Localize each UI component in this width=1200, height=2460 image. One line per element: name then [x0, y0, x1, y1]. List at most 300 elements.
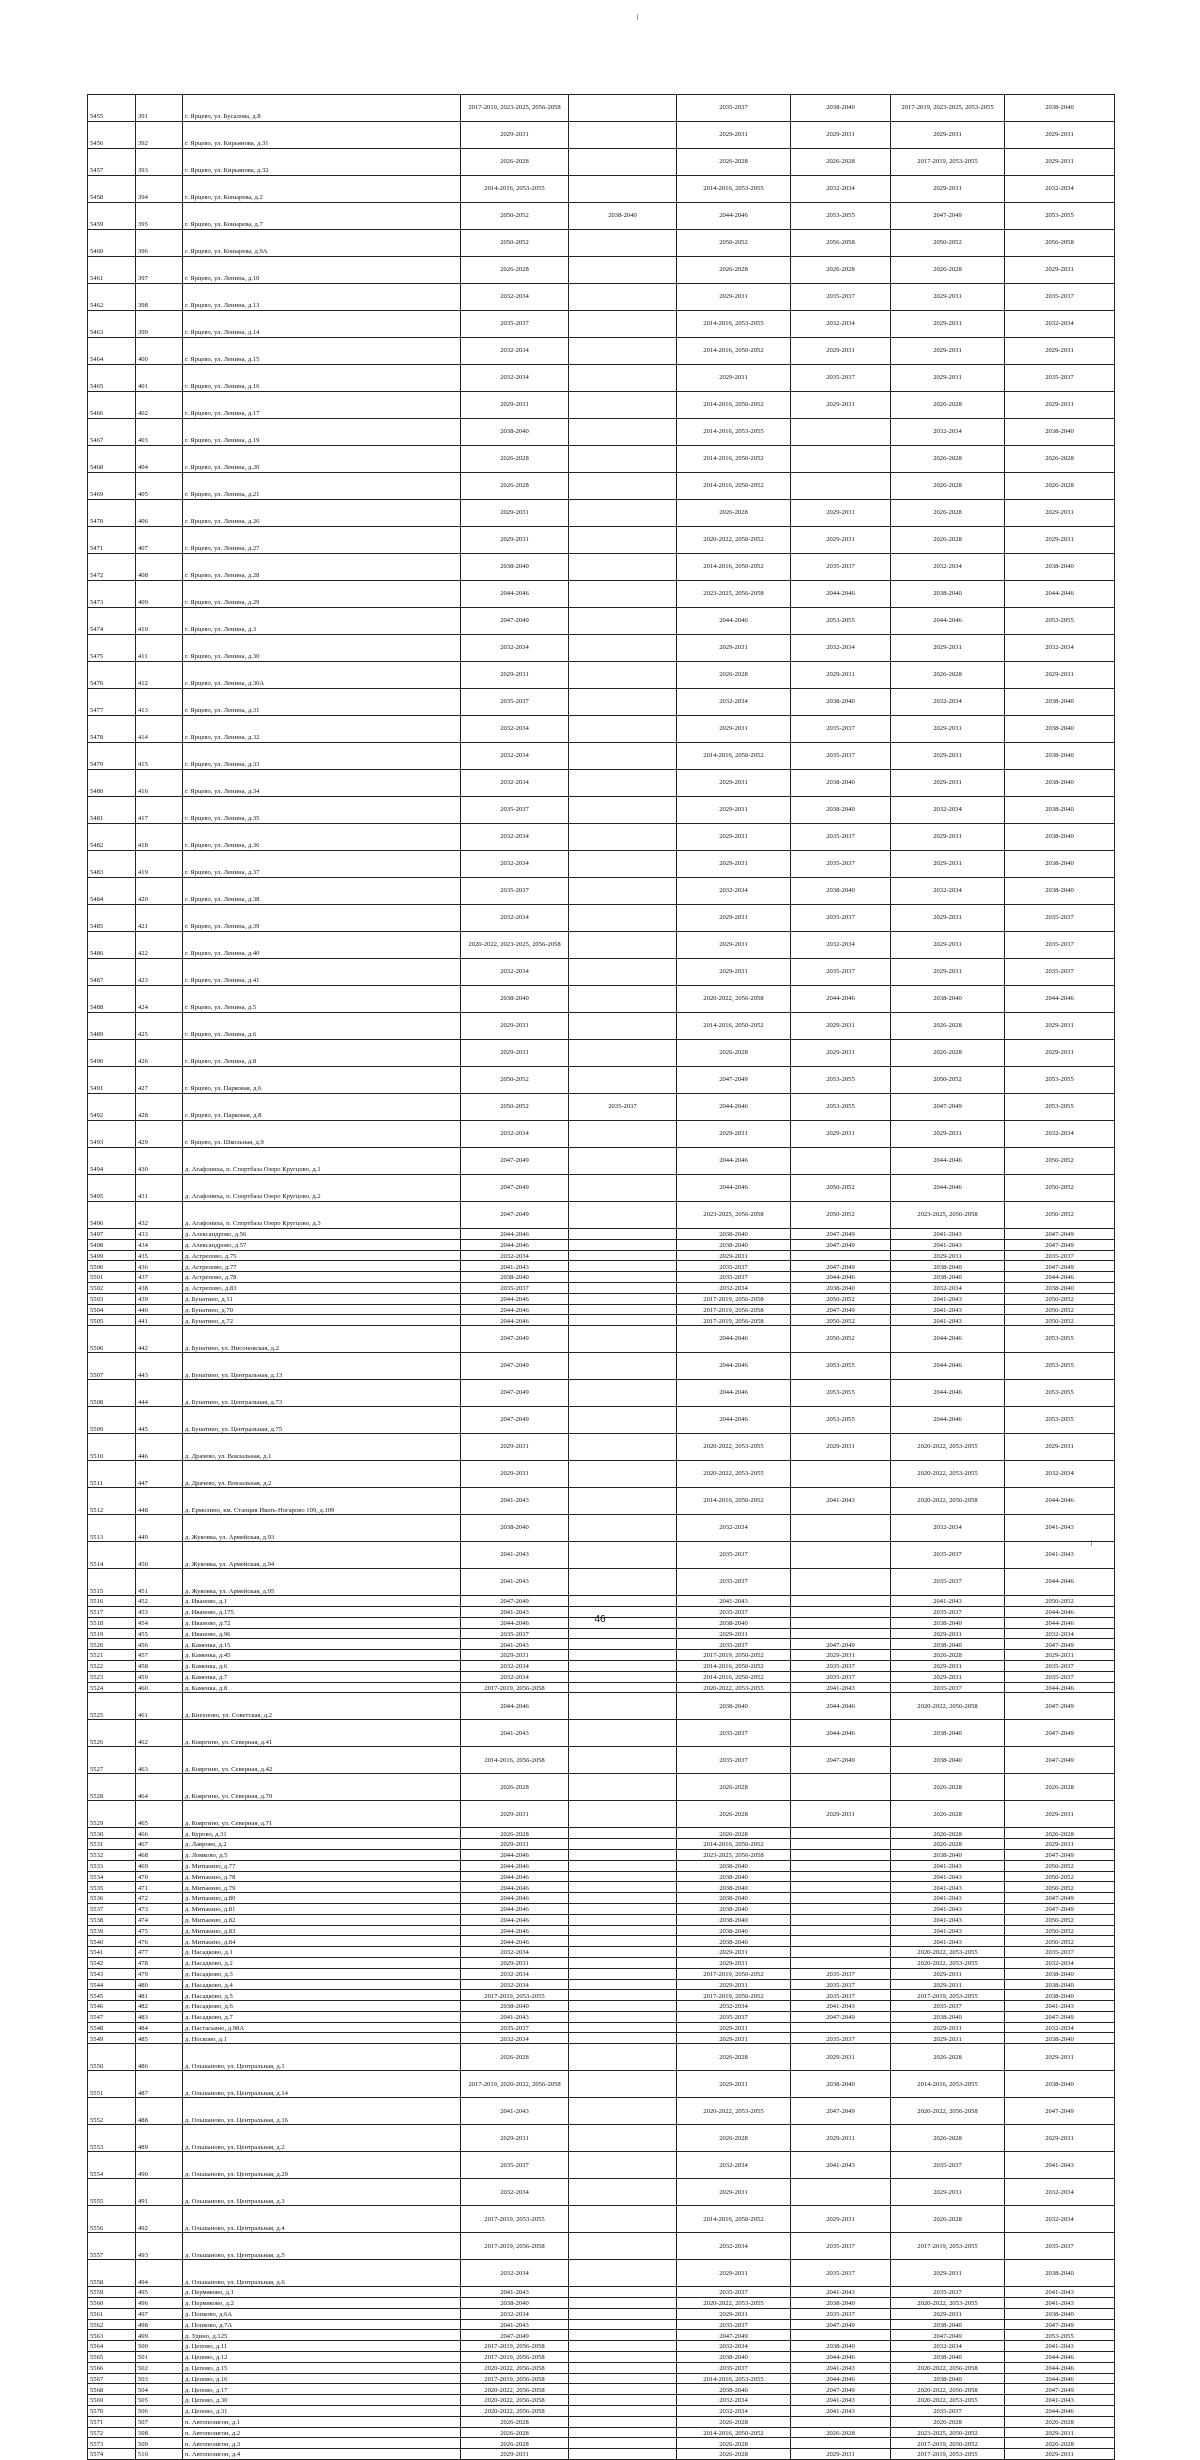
- table-row: [88, 1671, 1115, 1682]
- period-cell-2: 2035-2037: [569, 1094, 677, 1121]
- period-cell-6: 2035-2037: [1005, 932, 1115, 959]
- period-cell-5: 2017-2019, 2053-2055: [891, 2449, 1005, 2460]
- table-row: [88, 986, 1115, 1013]
- period-cell-3: 2035-2037: [677, 1747, 791, 1774]
- period-cell-5: 2032-2034: [891, 797, 1005, 824]
- table-row: [88, 1968, 1115, 1979]
- period-cell-6: 2029-2031: [1005, 527, 1115, 554]
- row-id-cell: 5472: [88, 554, 136, 581]
- address-cell: г. Ярцево, ул. Ленина, д.3: [183, 608, 461, 635]
- object-number-cell: 468: [136, 1849, 183, 1860]
- table-row: [88, 1828, 1115, 1839]
- period-cell-6: 2029-2031: [1005, 1801, 1115, 1828]
- period-cell-6: 2032-2034: [1005, 311, 1115, 338]
- address-cell: д. Бунатино, д.11: [183, 1293, 461, 1304]
- address-cell: д. Жуковка, ул. Армейская, д.95: [183, 1569, 461, 1596]
- period-cell-4: 2029-2031: [791, 662, 891, 689]
- row-id-cell: 5460: [88, 230, 136, 257]
- address-cell: д. Александрово, д.56: [183, 1229, 461, 1240]
- object-number-cell: 507: [136, 2416, 183, 2427]
- address-cell: г. Ярцево, ул. Ленина, д.40: [183, 932, 461, 959]
- object-number-cell: 470: [136, 1871, 183, 1882]
- period-cell-1: 2038-2040: [461, 2001, 569, 2012]
- period-cell-2: [569, 770, 677, 797]
- row-id-cell: 5522: [88, 1660, 136, 1671]
- address-cell: п. Автополигон, д.1: [183, 2416, 461, 2427]
- object-number-cell: 506: [136, 2406, 183, 2417]
- row-id-cell: 5564: [88, 2341, 136, 2352]
- period-cell-3: 2026-2028: [677, 2438, 791, 2449]
- period-cell-6: 2047-2049: [1005, 1893, 1115, 1904]
- period-cell-1: 2032-2034: [461, 635, 569, 662]
- period-cell-3: 2032-2034: [677, 878, 791, 905]
- period-cell-4: 2053-2055: [791, 1067, 891, 1094]
- period-cell-3: 2029-2031: [677, 797, 791, 824]
- row-id-cell: 5552: [88, 2098, 136, 2125]
- object-number-cell: 509: [136, 2438, 183, 2449]
- object-number-cell: 451: [136, 1569, 183, 1596]
- period-cell-5: 2044-2046: [891, 1353, 1005, 1380]
- row-id-cell: 5507: [88, 1353, 136, 1380]
- row-id-cell: 5533: [88, 1860, 136, 1871]
- period-cell-3: 2038-2040: [677, 1914, 791, 1925]
- period-cell-2: [569, 905, 677, 932]
- row-id-cell: 5484: [88, 878, 136, 905]
- period-cell-6: 2035-2037: [1005, 1671, 1115, 1682]
- row-id-cell: 5510: [88, 1434, 136, 1461]
- period-cell-4: 2041-2043: [791, 2406, 891, 2417]
- object-number-cell: 503: [136, 2373, 183, 2384]
- period-cell-1: 2017-2019, 2056-2058: [461, 2341, 569, 2352]
- object-number-cell: 441: [136, 1315, 183, 1326]
- period-cell-5: 2038-2040: [891, 1639, 1005, 1650]
- period-cell-1: 2047-2049: [461, 1596, 569, 1607]
- table-row: [88, 1720, 1115, 1747]
- period-cell-1: 2038-2040: [461, 554, 569, 581]
- period-cell-1: 2032-2034: [461, 959, 569, 986]
- address-cell: д. Кояргино, ул. Северная, д.70: [183, 1774, 461, 1801]
- period-cell-6: 2044-2046: [1005, 2373, 1115, 2384]
- period-cell-6: 2044-2046: [1005, 986, 1115, 1013]
- table-row: [88, 1893, 1115, 1904]
- period-cell-4: 2053-2055: [791, 1094, 891, 1121]
- period-cell-5: 2026-2028: [891, 392, 1005, 419]
- period-cell-5: 2035-2037: [891, 1682, 1005, 1693]
- table-row: [88, 2011, 1115, 2022]
- object-number-cell: 444: [136, 1380, 183, 1407]
- period-cell-3: 2047-2049: [677, 2330, 791, 2341]
- period-cell-1: 2041-2043: [461, 2098, 569, 2125]
- period-cell-1: 2029-2031: [461, 2125, 569, 2152]
- address-cell: д. Митькино, д.81: [183, 1903, 461, 1914]
- period-cell-1: 2032-2034: [461, 2033, 569, 2044]
- period-cell-2: [569, 473, 677, 500]
- period-cell-3: 2014-2016, 2053-2055: [677, 176, 791, 203]
- period-cell-1: 2041-2043: [461, 2319, 569, 2330]
- period-cell-5: 2020-2022, 2053-2055: [891, 1947, 1005, 1958]
- period-cell-6: 2047-2049: [1005, 2384, 1115, 2395]
- address-cell: д. Каменка, д.6: [183, 1660, 461, 1671]
- object-number-cell: 419: [136, 851, 183, 878]
- period-cell-6: 2029-2031: [1005, 2449, 1115, 2460]
- period-cell-6: 2050-2052: [1005, 1914, 1115, 1925]
- period-cell-2: [569, 1639, 677, 1650]
- row-id-cell: 5515: [88, 1569, 136, 1596]
- period-cell-3: 2017-2019, 2056-2058: [677, 1315, 791, 1326]
- period-cell-6: 2053-2055: [1005, 1326, 1115, 1353]
- period-cell-4: 2044-2046: [791, 1720, 891, 1747]
- row-id-cell: 5495: [88, 1175, 136, 1202]
- period-cell-4: [791, 1957, 891, 1968]
- address-cell: д. Пермяково, д.1: [183, 2287, 461, 2298]
- object-number-cell: 436: [136, 1261, 183, 1272]
- address-cell: г. Ярцево, ул. Конырева, д.2: [183, 176, 461, 203]
- table-row: [88, 2319, 1115, 2330]
- object-number-cell: 449: [136, 1515, 183, 1542]
- period-cell-5: 2026-2028: [891, 2416, 1005, 2427]
- period-cell-3: 2014-2016, 2050-2052: [677, 2206, 791, 2233]
- object-number-cell: 477: [136, 1947, 183, 1958]
- period-cell-4: 2029-2031: [791, 1650, 891, 1661]
- period-cell-5: 2029-2031: [891, 635, 1005, 662]
- object-number-cell: 406: [136, 500, 183, 527]
- period-cell-3: 2038-2040: [677, 1936, 791, 1947]
- period-cell-2: [569, 2406, 677, 2417]
- row-id-cell: 5483: [88, 851, 136, 878]
- period-cell-5: 2029-2031: [891, 851, 1005, 878]
- period-cell-6: 2029-2031: [1005, 1013, 1115, 1040]
- table-row: [88, 1148, 1115, 1175]
- period-cell-2: [569, 1239, 677, 1250]
- period-cell-2: [569, 1801, 677, 1828]
- period-cell-2: [569, 1849, 677, 1860]
- period-cell-2: [569, 2044, 677, 2071]
- object-number-cell: 481: [136, 1990, 183, 2001]
- address-cell: д. Ольшаново, ул. Центральная, д.3: [183, 2179, 461, 2206]
- address-cell: д. Ольшаново, ул. Центральная, д.2: [183, 2125, 461, 2152]
- object-number-cell: 439: [136, 1293, 183, 1304]
- period-cell-4: 2035-2037: [791, 824, 891, 851]
- address-cell: д. Бунатино, д.70: [183, 1304, 461, 1315]
- period-cell-3: 2026-2028: [677, 500, 791, 527]
- row-id-cell: 5499: [88, 1250, 136, 1261]
- period-cell-2: [569, 1272, 677, 1283]
- period-cell-6: 2047-2049: [1005, 2011, 1115, 2022]
- period-cell-6: 2032-2034: [1005, 1957, 1115, 1968]
- period-cell-1: 2044-2046: [461, 1239, 569, 1250]
- object-number-cell: 423: [136, 959, 183, 986]
- period-cell-5: 2044-2046: [891, 1380, 1005, 1407]
- address-cell: г. Ярцево, ул. Конырева, д.7: [183, 203, 461, 230]
- table-row: [88, 2362, 1115, 2373]
- address-cell: г. Ярцево, ул. Ленина, д.21: [183, 473, 461, 500]
- period-cell-1: 2032-2034: [461, 851, 569, 878]
- object-number-cell: 504: [136, 2384, 183, 2395]
- period-cell-5: 2047-2049: [891, 203, 1005, 230]
- period-cell-4: [791, 419, 891, 446]
- period-cell-3: 2044-2046: [677, 1326, 791, 1353]
- period-cell-4: 2050-2052: [791, 1202, 891, 1229]
- period-cell-2: [569, 311, 677, 338]
- period-cell-5: 2023-2025, 2050-2052: [891, 2427, 1005, 2438]
- table-row: [88, 2406, 1115, 2417]
- period-cell-3: 2029-2031: [677, 1628, 791, 1639]
- address-cell: д. Кояргино, ул. Северная, д.71: [183, 1801, 461, 1828]
- period-cell-2: [569, 1936, 677, 1947]
- period-cell-6: 2056-2058: [1005, 230, 1115, 257]
- period-cell-2: [569, 1013, 677, 1040]
- period-cell-5: 2020-2022, 2053-2055: [891, 1461, 1005, 1488]
- object-number-cell: 464: [136, 1774, 183, 1801]
- row-id-cell: 5545: [88, 1990, 136, 2001]
- address-cell: д. Каменка, д.7: [183, 1671, 461, 1682]
- address-cell: д. Каменка, д.45: [183, 1650, 461, 1661]
- period-cell-1: 2044-2046: [461, 1893, 569, 1904]
- period-cell-5: 2044-2046: [891, 1407, 1005, 1434]
- period-cell-2: [569, 959, 677, 986]
- object-number-cell: 460: [136, 1682, 183, 1693]
- row-id-cell: 5470: [88, 500, 136, 527]
- period-cell-4: [791, 1893, 891, 1904]
- period-cell-3: 2026-2028: [677, 662, 791, 689]
- table-row: [88, 2044, 1115, 2071]
- table-row: [88, 230, 1115, 257]
- table-row: [88, 635, 1115, 662]
- period-cell-5: 2026-2028: [891, 527, 1005, 554]
- period-cell-5: 2026-2028: [891, 1040, 1005, 1067]
- period-cell-4: [791, 1903, 891, 1914]
- row-id-cell: 5509: [88, 1407, 136, 1434]
- object-number-cell: 395: [136, 203, 183, 230]
- table-row: [88, 662, 1115, 689]
- period-cell-4: [791, 1925, 891, 1936]
- table-row: [88, 419, 1115, 446]
- period-cell-4: 2047-2049: [791, 2319, 891, 2330]
- period-cell-6: 2044-2046: [1005, 581, 1115, 608]
- address-cell: д. Цепово, д.17: [183, 2384, 461, 2395]
- period-cell-4: 2029-2031: [791, 122, 891, 149]
- row-id-cell: 5516: [88, 1596, 136, 1607]
- period-cell-3: 2029-2031: [677, 824, 791, 851]
- object-number-cell: 429: [136, 1121, 183, 1148]
- period-cell-1: 2017-2019, 2053-2055: [461, 2206, 569, 2233]
- table-row: [88, 1282, 1115, 1293]
- address-cell: д. Митькино, д.83: [183, 1925, 461, 1936]
- table-row: [88, 1380, 1115, 1407]
- period-cell-2: [569, 392, 677, 419]
- table-row: [88, 1990, 1115, 2001]
- period-cell-1: 2029-2031: [461, 1839, 569, 1850]
- object-number-cell: 461: [136, 1693, 183, 1720]
- period-cell-4: 2035-2037: [791, 743, 891, 770]
- period-cell-3: 2020-2022, 2053-2055: [677, 1682, 791, 1693]
- table-row: [88, 959, 1115, 986]
- period-cell-2: [569, 446, 677, 473]
- period-cell-1: 2044-2046: [461, 1304, 569, 1315]
- table-row: [88, 1925, 1115, 1936]
- table-row: [88, 2298, 1115, 2309]
- period-cell-4: [791, 2438, 891, 2449]
- table-row: [88, 2330, 1115, 2341]
- period-cell-3: 2014-2016, 2053-2055: [677, 419, 791, 446]
- table-row: [88, 176, 1115, 203]
- period-cell-6: 2050-2052: [1005, 1860, 1115, 1871]
- object-number-cell: 424: [136, 986, 183, 1013]
- period-cell-5: 2035-2037: [891, 1606, 1005, 1617]
- period-cell-6: 2041-2043: [1005, 2001, 1115, 2012]
- period-cell-6: 2035-2037: [1005, 284, 1115, 311]
- period-cell-2: [569, 176, 677, 203]
- object-number-cell: 452: [136, 1596, 183, 1607]
- period-cell-5: 2029-2031: [891, 1660, 1005, 1671]
- period-cell-1: 2029-2031: [461, 1650, 569, 1661]
- period-cell-3: 2029-2031: [677, 2071, 791, 2098]
- period-cell-2: [569, 1380, 677, 1407]
- table-row: [88, 1239, 1115, 1250]
- period-cell-5: 2026-2028: [891, 1828, 1005, 1839]
- period-cell-2: [569, 689, 677, 716]
- period-cell-4: 2035-2037: [791, 905, 891, 932]
- period-cell-3: 2029-2031: [677, 905, 791, 932]
- table-row: [88, 500, 1115, 527]
- period-cell-6: 2044-2046: [1005, 1272, 1115, 1283]
- object-number-cell: 472: [136, 1893, 183, 1904]
- period-cell-4: 2047-2049: [791, 1747, 891, 1774]
- period-cell-3: 2020-2022, 2053-2055: [677, 2298, 791, 2309]
- object-number-cell: 391: [136, 95, 183, 122]
- period-cell-3: 2029-2031: [677, 365, 791, 392]
- object-number-cell: 440: [136, 1304, 183, 1315]
- period-cell-3: 2038-2040: [677, 1239, 791, 1250]
- period-cell-5: 2017-2019, 2053-2055: [891, 149, 1005, 176]
- period-cell-2: [569, 1261, 677, 1272]
- object-number-cell: 427: [136, 1067, 183, 1094]
- address-cell: д. Митькино, д.84: [183, 1936, 461, 1947]
- period-cell-2: [569, 2011, 677, 2022]
- row-id-cell: 5553: [88, 2125, 136, 2152]
- address-cell: д. Попково, д.7А: [183, 2319, 461, 2330]
- period-cell-4: 2050-2052: [791, 1326, 891, 1353]
- row-id-cell: 5536: [88, 1893, 136, 1904]
- period-cell-4: [791, 1569, 891, 1596]
- table-row: [88, 2416, 1115, 2427]
- period-cell-6: 2050-2052: [1005, 1175, 1115, 1202]
- period-cell-2: [569, 662, 677, 689]
- period-cell-6: 2026-2028: [1005, 446, 1115, 473]
- period-cell-2: [569, 581, 677, 608]
- object-number-cell: 394: [136, 176, 183, 203]
- row-id-cell: 5466: [88, 392, 136, 419]
- period-cell-1: 2029-2031: [461, 662, 569, 689]
- period-cell-6: 2029-2031: [1005, 392, 1115, 419]
- period-cell-2: [569, 1326, 677, 1353]
- period-cell-5: 2029-2031: [891, 1968, 1005, 1979]
- period-cell-2: [569, 1596, 677, 1607]
- table-row: [88, 2001, 1115, 2012]
- period-cell-1: 2029-2031: [461, 2449, 569, 2460]
- period-cell-3: 2029-2031: [677, 1947, 791, 1958]
- period-cell-6: 2035-2037: [1005, 2233, 1115, 2260]
- row-id-cell: 5559: [88, 2287, 136, 2298]
- period-cell-4: 2038-2040: [791, 689, 891, 716]
- period-cell-1: 2038-2040: [461, 1515, 569, 1542]
- object-number-cell: 415: [136, 743, 183, 770]
- period-cell-5: 2026-2028: [891, 662, 1005, 689]
- period-cell-6: 2029-2031: [1005, 257, 1115, 284]
- period-cell-1: 2035-2037: [461, 689, 569, 716]
- period-cell-1: 2050-2052: [461, 1094, 569, 1121]
- address-cell: д. Насадково, д.5: [183, 1990, 461, 2001]
- period-cell-1: 2029-2031: [461, 1013, 569, 1040]
- period-cell-3: 2041-2043: [677, 1596, 791, 1607]
- period-cell-6: 2032-2034: [1005, 635, 1115, 662]
- object-number-cell: 408: [136, 554, 183, 581]
- period-cell-1: 2017-2019, 2023-2025, 2056-2058: [461, 95, 569, 122]
- period-cell-3: 2020-2022, 2053-2055: [677, 1434, 791, 1461]
- address-cell: д. Насадково, д.4: [183, 1979, 461, 1990]
- period-cell-1: 2014-2016, 2053-2055: [461, 176, 569, 203]
- period-cell-2: [569, 149, 677, 176]
- period-cell-2: [569, 1461, 677, 1488]
- address-cell: г. Ярцево, ул. Ленина, д.33: [183, 743, 461, 770]
- period-cell-4: 2035-2037: [791, 365, 891, 392]
- period-cell-2: [569, 2298, 677, 2309]
- address-cell: д. Митькино, д.79: [183, 1882, 461, 1893]
- period-cell-2: [569, 2341, 677, 2352]
- period-cell-2: [569, 1650, 677, 1661]
- address-cell: д. Ольшаново, ул. Центральная, д.6: [183, 2260, 461, 2287]
- row-id-cell: 5567: [88, 2373, 136, 2384]
- address-cell: д. Лаврово, д.2: [183, 1839, 461, 1850]
- period-cell-6: 2050-2052: [1005, 1293, 1115, 1304]
- address-cell: д. Астрепово, д.83: [183, 1282, 461, 1293]
- period-cell-4: 2047-2049: [791, 2384, 891, 2395]
- table-row: [88, 878, 1115, 905]
- period-cell-4: 2053-2055: [791, 1353, 891, 1380]
- period-cell-6: 2038-2040: [1005, 1990, 1115, 2001]
- period-cell-5: 2041-2043: [891, 1871, 1005, 1882]
- object-number-cell: 500: [136, 2341, 183, 2352]
- period-cell-1: 2032-2034: [461, 338, 569, 365]
- period-cell-1: 2047-2049: [461, 1175, 569, 1202]
- row-id-cell: 5566: [88, 2362, 136, 2373]
- period-cell-3: 2038-2040: [677, 1229, 791, 1240]
- address-cell: д. Астрепово, д.75: [183, 1250, 461, 1261]
- period-cell-6: 2050-2052: [1005, 1882, 1115, 1893]
- period-cell-1: 2038-2040: [461, 2298, 569, 2309]
- period-cell-4: 2029-2031: [791, 2206, 891, 2233]
- period-cell-6: 2041-2043: [1005, 2341, 1115, 2352]
- period-cell-2: [569, 1947, 677, 1958]
- period-cell-5: 2020-2022, 2056-2058: [891, 2362, 1005, 2373]
- period-cell-5: 2029-2031: [891, 1250, 1005, 1261]
- address-cell: г. Ярцево, ул. Ленина, д.16: [183, 365, 461, 392]
- period-cell-4: 2038-2040: [791, 95, 891, 122]
- period-cell-6: 2026-2028: [1005, 1774, 1115, 1801]
- period-cell-4: 2038-2040: [791, 797, 891, 824]
- period-cell-1: 2041-2043: [461, 2011, 569, 2022]
- table-row: [88, 2098, 1115, 2125]
- address-cell: д. Пермяково, д.2: [183, 2298, 461, 2309]
- period-cell-5: 2029-2031: [891, 932, 1005, 959]
- object-number-cell: 498: [136, 2319, 183, 2330]
- period-cell-5: 2029-2031: [891, 176, 1005, 203]
- period-cell-2: [569, 230, 677, 257]
- period-cell-5: 2029-2031: [891, 824, 1005, 851]
- period-cell-1: 2035-2037: [461, 1628, 569, 1639]
- period-cell-5: 2029-2031: [891, 284, 1005, 311]
- table-row: [88, 2260, 1115, 2287]
